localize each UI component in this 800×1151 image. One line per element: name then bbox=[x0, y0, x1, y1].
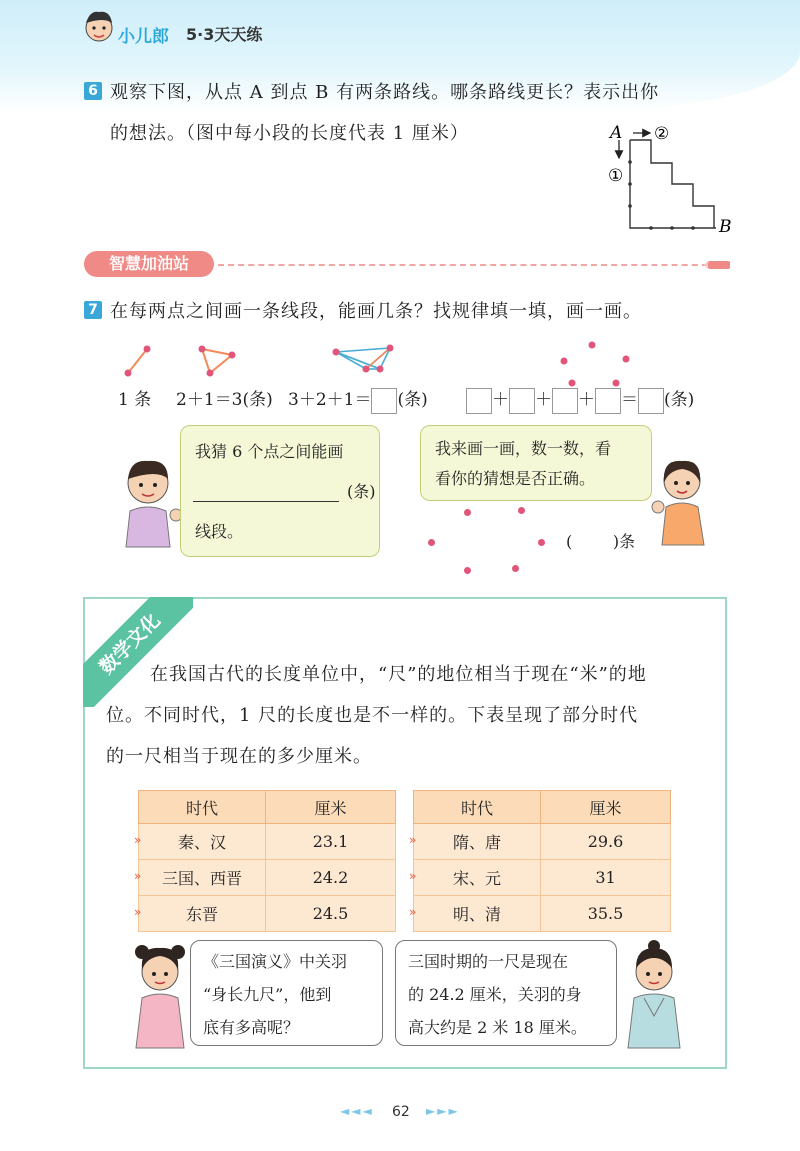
answer-box[interactable] bbox=[466, 388, 492, 414]
route-1-label: ① bbox=[608, 166, 624, 186]
answer-box[interactable] bbox=[595, 388, 621, 414]
point-line-diagrams bbox=[110, 335, 640, 390]
era-cell: 明、清 bbox=[452, 905, 501, 924]
plus-sign: ＋ bbox=[535, 390, 552, 410]
table-row bbox=[414, 896, 671, 932]
culture-line-3: 的一尺相当于现在的多少厘米。 bbox=[106, 746, 372, 767]
brand-series: 5·3天天练 bbox=[186, 25, 263, 44]
question-6-line-1: 观察下图，从点 A 到点 B 有两条路线。哪条路线更长？表示出你 bbox=[110, 82, 660, 103]
plus-sign: ＋ bbox=[492, 390, 509, 410]
answer-box[interactable] bbox=[509, 388, 535, 414]
chevron-icon: » bbox=[409, 833, 417, 847]
ancient-boy-illustration bbox=[618, 940, 688, 1052]
answer-box[interactable] bbox=[371, 388, 397, 414]
chevron-icon: » bbox=[134, 905, 142, 919]
ancient-girl-illustration bbox=[126, 940, 192, 1052]
right-bubble-line-3: 高大约是 2 米 18 厘米。 bbox=[408, 1018, 587, 1037]
boy-guess-line-3: 线段。 bbox=[195, 522, 244, 541]
culture-line-1: 在我国古代的长度单位中，“尺”的地位相当于现在“米”的地 bbox=[150, 664, 647, 685]
footer-left-arrows: ◄◄◄ bbox=[340, 1104, 374, 1118]
cm-cell: 24.2 bbox=[266, 860, 396, 896]
column-header-era: 时代 bbox=[139, 791, 266, 824]
girl-speech-bubble bbox=[420, 425, 652, 501]
equals-sign: ＝ bbox=[621, 390, 638, 410]
question-7-text: 在每两点之间画一条线段，能画几条？找规律填一填，画一画。 bbox=[110, 301, 642, 322]
brand-name: 小儿郎 bbox=[118, 27, 169, 47]
table-row bbox=[414, 824, 671, 860]
culture-line-2: 位。不同时代，1 尺的长度也是不一样的。下表呈现了部分时代 bbox=[106, 705, 639, 726]
boy-illustration bbox=[118, 455, 188, 555]
right-bubble-line-1: 三国时期的一尺是现在 bbox=[408, 952, 569, 971]
question-6-line-2: 的想法。（图中每小段的长度代表 1 厘米） bbox=[110, 123, 469, 144]
left-bubble-line-3: 底有多高呢？ bbox=[203, 1018, 300, 1037]
formula-4-unit: (条) bbox=[664, 390, 695, 410]
left-speech-bubble bbox=[190, 940, 383, 1046]
culture-banner: 数学文化 bbox=[83, 597, 193, 707]
cm-cell: 31 bbox=[541, 860, 671, 896]
table-row bbox=[139, 860, 396, 896]
route-diagram bbox=[600, 118, 740, 240]
cm-cell: 29.6 bbox=[541, 824, 671, 860]
plus-sign: ＋ bbox=[578, 390, 595, 410]
girl-line-2: 看你的猜想是否正确。 bbox=[435, 469, 596, 488]
left-bubble-line-2: “身长九尺”，他到 bbox=[203, 985, 332, 1004]
era-cell: 三国、西晋 bbox=[161, 869, 242, 888]
boy-guess-line-1: 我猜 6 个点之间能画 bbox=[195, 442, 344, 461]
column-header-era: 时代 bbox=[414, 791, 541, 824]
formula-3-expression: 3＋2＋1＝ bbox=[288, 390, 372, 410]
formula-4 bbox=[466, 385, 694, 414]
era-table-right bbox=[409, 790, 671, 932]
girl-line-1: 我来画一画，数一数，看 bbox=[435, 439, 612, 458]
chevron-icon: » bbox=[409, 869, 417, 883]
formula-3-unit: (条) bbox=[397, 390, 428, 410]
boy-mascot-icon bbox=[82, 8, 116, 48]
chevron-icon: » bbox=[134, 833, 142, 847]
chevron-icon: » bbox=[134, 869, 142, 883]
formula-2: 2＋1＝3(条) bbox=[176, 390, 273, 410]
era-cell: 隋、唐 bbox=[452, 833, 501, 852]
pencil-icon bbox=[704, 259, 734, 271]
question-number: 7 bbox=[84, 301, 102, 319]
point-b-label: B bbox=[719, 217, 732, 237]
era-cell: 东晋 bbox=[185, 905, 218, 924]
chevron-icon: » bbox=[409, 905, 417, 919]
table-row bbox=[139, 824, 396, 860]
drawn-count-answer[interactable]: ( )条 bbox=[566, 532, 636, 551]
formula-1: 1 条 bbox=[118, 390, 152, 410]
table-row bbox=[414, 860, 671, 896]
left-bubble-line-1: 《三国演义》中关羽 bbox=[203, 952, 348, 971]
girl-illustration bbox=[650, 455, 718, 550]
boy-speech-bubble bbox=[180, 425, 380, 557]
answer-box[interactable] bbox=[552, 388, 578, 414]
era-cell: 秦、汉 bbox=[177, 833, 226, 852]
right-bubble-line-2: 的 24.2 厘米，关羽的身 bbox=[408, 985, 582, 1004]
cm-cell: 23.1 bbox=[266, 824, 396, 860]
section-tag: 智慧加油站 bbox=[84, 251, 214, 277]
section-divider bbox=[218, 264, 728, 266]
guess-answer-line[interactable] bbox=[193, 501, 339, 502]
question-number: 6 bbox=[84, 82, 102, 100]
column-header-cm: 厘米 bbox=[541, 791, 671, 824]
cm-cell: 35.5 bbox=[541, 896, 671, 932]
footer-right-arrows: ►►► bbox=[426, 1104, 460, 1118]
column-header-cm: 厘米 bbox=[266, 791, 396, 824]
point-a-label: A bbox=[610, 123, 623, 143]
boy-guess-unit: (条) bbox=[347, 482, 376, 501]
page-number: 62 bbox=[392, 1104, 410, 1120]
cm-cell: 24.5 bbox=[266, 896, 396, 932]
era-cell: 宋、元 bbox=[452, 869, 501, 888]
route-2-label: ② bbox=[654, 124, 670, 144]
six-point-area[interactable] bbox=[420, 505, 560, 580]
formula-3 bbox=[288, 385, 428, 414]
era-table-left bbox=[134, 790, 396, 932]
table-row bbox=[139, 896, 396, 932]
answer-box[interactable] bbox=[638, 388, 664, 414]
right-speech-bubble bbox=[395, 940, 617, 1046]
